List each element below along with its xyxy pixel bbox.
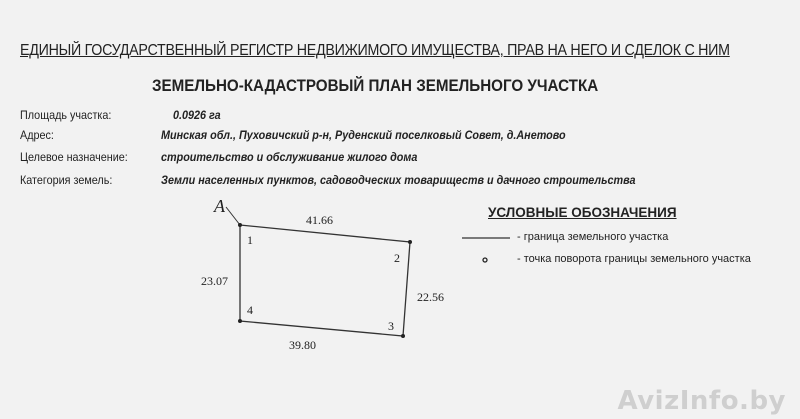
- page-title: ЗЕМЕЛЬНО-КАДАСТРОВЫЙ ПЛАН ЗЕМЕЛЬНОГО УЧАСТКА: [152, 77, 599, 95]
- address-label: Адрес:: [20, 128, 54, 142]
- legend-item-turn-point: - точка поворота границы земельного участка: [517, 253, 751, 265]
- start-point-label: А: [214, 196, 225, 216]
- registry-title: ЕДИНЫЙ ГОСУДАРСТВЕННЫЙ РЕГИСТР НЕДВИЖИМОГО ИМУЩЕСТВА, ПРАВ НА НЕГО И СДЕЛОК С НИМ: [20, 42, 730, 59]
- parcel-boundary: [240, 225, 410, 336]
- address-value: Минская обл., Пуховичский р-н, Руденский поселковый Совет, д.Анетово: [161, 128, 566, 142]
- side-length-3-4: 39.80: [289, 338, 316, 352]
- side-length-2-3: 22.56: [417, 290, 444, 304]
- legend-point-symbol: [483, 258, 487, 262]
- start-leader-line: [226, 207, 240, 225]
- purpose-value: строительство и обслуживание жилого дома: [161, 150, 418, 164]
- area-label: Площадь участка:: [20, 108, 112, 122]
- area-value: 0.0926 га: [173, 108, 221, 122]
- category-value: Земли населенных пунктов, садоводческих товариществ и дачного строительства: [161, 173, 636, 187]
- purpose-label: Целевое назначение:: [20, 150, 128, 164]
- turn-point-1: [238, 223, 242, 227]
- watermark: AvizInfo.by: [617, 386, 786, 416]
- point-label-4: 4: [247, 303, 253, 317]
- point-label-3: 3: [388, 319, 394, 333]
- turn-point-3: [401, 334, 405, 338]
- side-length-4-1: 23.07: [201, 274, 228, 288]
- side-length-1-2: 41.66: [306, 213, 333, 227]
- point-label-1: 1: [247, 233, 253, 247]
- turn-point-4: [238, 319, 242, 323]
- point-label-2: 2: [394, 251, 400, 265]
- legend-item-boundary: - граница земельного участка: [517, 231, 669, 243]
- legend-title: УСЛОВНЫЕ ОБОЗНАЧЕНИЯ: [488, 205, 677, 220]
- category-label: Категория земель:: [20, 173, 113, 187]
- turn-point-2: [408, 240, 412, 244]
